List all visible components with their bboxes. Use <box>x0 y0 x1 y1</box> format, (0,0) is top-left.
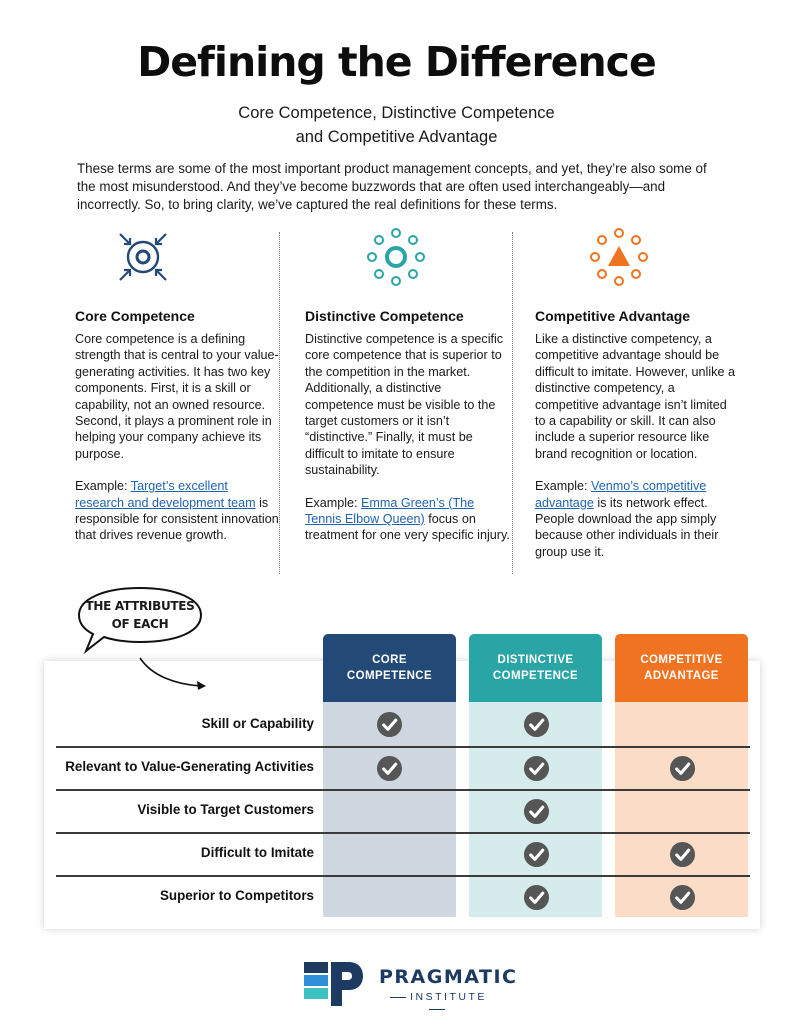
competitive-advantage-column <box>535 226 740 560</box>
pragmatic-logo-mark-icon <box>304 962 364 1006</box>
core-competence-heading: Core Competence <box>75 308 195 324</box>
core-competence-column-header: CORE COMPETENCE <box>323 634 456 702</box>
checkmark-icon <box>669 841 696 868</box>
triangle-in-ring-icon <box>584 226 654 290</box>
row-divider <box>56 789 750 791</box>
logo-subtitle: INSTITUTE <box>379 991 494 1015</box>
column-divider <box>512 232 513 574</box>
distinctive-competence-heading: Distinctive Competence <box>305 308 464 324</box>
row-divider <box>56 832 750 834</box>
competitive-advantage-heading: Competitive Advantage <box>535 308 691 324</box>
competitive-advantage-example: Example: Venmo’s competitive advantage is its network effect. People download the app simply because other individuals in their group use it. <box>535 479 719 559</box>
ring-of-circles-target-icon <box>361 226 431 290</box>
row-label: Visible to Target Customers <box>137 802 314 817</box>
checkmark-icon <box>523 755 550 782</box>
checkmark-icon <box>523 711 550 738</box>
checkmark-icon <box>523 841 550 868</box>
target-example-link[interactable]: Target’s excellent research and development team <box>75 479 256 510</box>
distinctive-competence-body: Distinctive competence is a specific core competence that is superior to the competition in the market. Additionally, a distinctive competence must be visible to the target customers or it isn’t “distinctive.” Finally, it must be difficult to imitate to ensure sustainability. <box>305 332 504 478</box>
core-competence-column <box>75 226 280 544</box>
distinctive-competence-example: Example: Emma Green’s (The Tennis Elbow Queen) focus on treatment for one very specific injury. <box>305 495 510 543</box>
attributes-callout: THE ATTRIBUTES OF EACH <box>76 585 204 659</box>
distinctive-competence-column <box>305 226 510 544</box>
checkmark-icon <box>376 711 403 738</box>
checkmark-icon <box>376 755 403 782</box>
row-label: Difficult to Imitate <box>200 845 314 860</box>
intro-paragraph: These terms are some of the most important product management concepts, and yet, they’re also some of the most misunderstood. And they’ve become buzzwords that are often used interchangeably—and incorrectly. So, to bring clarity, we’ve captured the real definitions for these terms. <box>77 161 707 212</box>
column-divider <box>279 232 280 574</box>
logo-wordmark: PRAGMATIC <box>379 966 518 988</box>
page-subtitle: Core Competence, Distinctive Competence and Competitive Advantage <box>238 104 555 146</box>
row-divider <box>56 875 750 877</box>
distinctive-competence-column-header: DISTINCTIVE COMPETENCE <box>469 634 602 702</box>
competitive-advantage-column-header: COMPETITIVE ADVANTAGE <box>615 634 748 702</box>
row-label: Superior to Competitors <box>160 888 314 903</box>
checkmark-icon <box>523 884 550 911</box>
row-label: Relevant to Value-Generating Activities <box>65 759 314 774</box>
core-competence-body: Core competence is a defining strength that is central to your value-generating activities. It has two key components. First, it is a skill or capability, not an owned resource. Second, it plays a prominent role in helping your company achieve its purpose. <box>75 332 279 461</box>
row-label: Skill or Capability <box>201 716 314 731</box>
callout-arrow <box>120 640 240 700</box>
page-title: Defining the Difference <box>137 38 656 86</box>
checkmark-icon <box>669 884 696 911</box>
inward-arrows-target-icon <box>117 226 169 290</box>
checkmark-icon <box>669 755 696 782</box>
pragmatic-institute-logo <box>300 962 518 1008</box>
checkmark-icon <box>523 798 550 825</box>
competitive-advantage-body: Like a distinctive competency, a competitive advantage should be difficult to imitate. However, unlike a distinctive competency, a competitive advantage isn’t limited to a capability or skill. It can also include a superior resource like brand recognition or location. <box>535 332 735 461</box>
emma-green-example-link[interactable]: Emma Green’s (The Tennis Elbow Queen) <box>305 495 475 527</box>
core-competence-example: Example: Target’s excellent research and development team is responsible for consistent innovation that drives revenue growth. <box>75 479 279 543</box>
venmo-example-link[interactable]: Venmo’s competitive advantage <box>535 479 707 510</box>
row-divider <box>56 746 750 748</box>
